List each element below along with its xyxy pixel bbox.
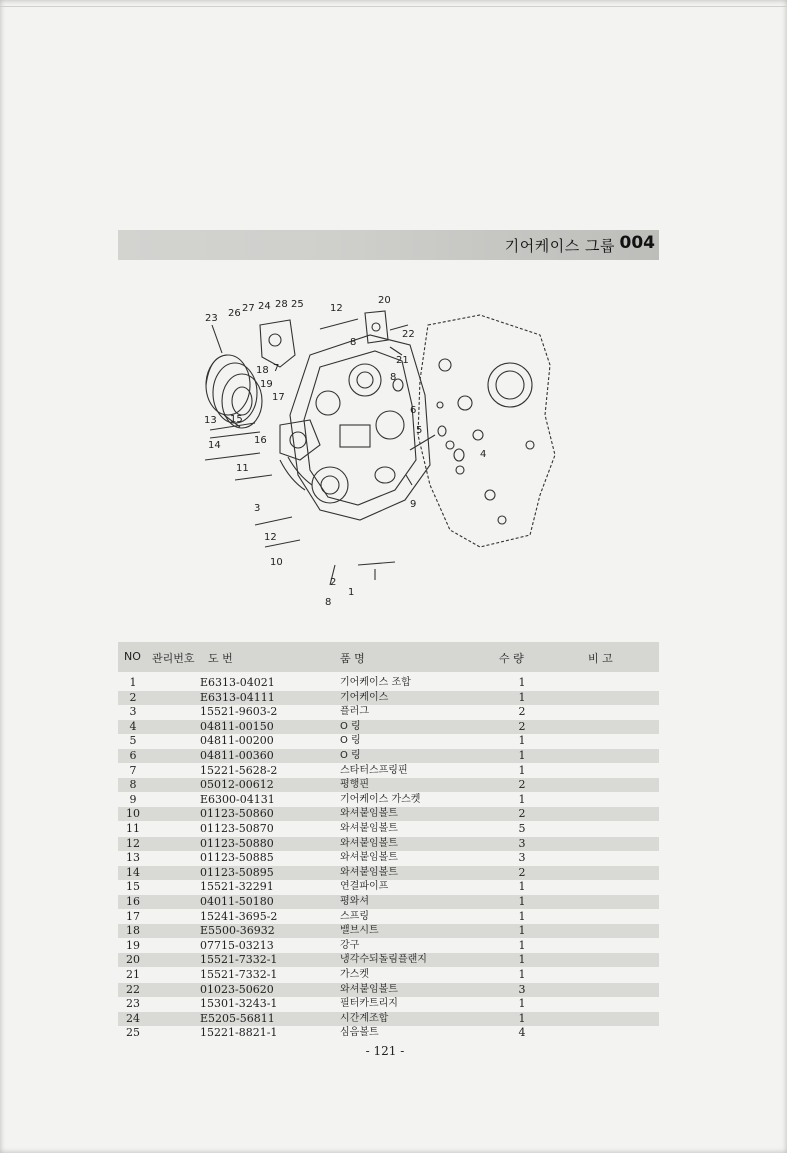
table-row: [118, 734, 659, 748]
table-row: [118, 924, 659, 938]
svg-text:20: 20: [378, 295, 391, 306]
quantity: 1: [518, 749, 526, 762]
quantity: 1: [518, 895, 526, 908]
quantity: 4: [518, 1026, 526, 1040]
row-number: 25: [126, 1026, 140, 1040]
part-name: 시간계조합: [340, 1012, 389, 1024]
svg-text:3: 3: [254, 503, 261, 514]
quantity: 1: [518, 792, 526, 806]
quantity: 5: [518, 822, 526, 835]
quantity: 1: [518, 953, 526, 967]
quantity: 2: [518, 865, 526, 879]
table-row: [118, 866, 659, 880]
svg-text:5: 5: [416, 425, 423, 436]
drawing-number: E6300-04131: [200, 792, 275, 806]
part-name: 가스켓: [340, 969, 369, 980]
svg-text:25: 25: [291, 299, 304, 310]
table-row: [118, 968, 659, 982]
svg-text:24: 24: [258, 301, 271, 312]
svg-text:12: 12: [264, 532, 277, 543]
row-number: 15: [126, 880, 140, 894]
part-name: O 링: [340, 720, 361, 732]
row-number: 19: [126, 938, 140, 952]
row-number: 12: [126, 836, 140, 850]
part-name: 심음볼트: [340, 1027, 379, 1039]
row-number: 24: [126, 1011, 140, 1025]
table-row: [118, 676, 659, 690]
part-name: 와셔붙임볼트: [340, 983, 398, 995]
svg-text:13: 13: [204, 415, 217, 426]
svg-text:11: 11: [236, 463, 249, 474]
svg-text:17: 17: [272, 392, 285, 403]
drawing-number: 15241-3695-2: [200, 909, 278, 923]
drawing-number: 15521-7332-1: [200, 968, 278, 981]
section-code: 004: [619, 233, 655, 253]
row-number: 22: [126, 982, 140, 996]
svg-text:23: 23: [205, 313, 218, 324]
row-number: 20: [126, 953, 140, 967]
row-number: 7: [129, 763, 137, 777]
quantity: 3: [518, 851, 526, 865]
drawing-number: 15221-8821-1: [200, 1026, 278, 1040]
table-row: [118, 1012, 659, 1026]
table-row: [118, 705, 659, 719]
page-number: - 121 -: [365, 1044, 405, 1058]
drawing-number: 01123-50895: [200, 865, 274, 879]
table-row: [118, 997, 659, 1011]
row-number: 11: [126, 822, 140, 835]
table-row: [118, 895, 659, 909]
drawing-number: E5205-56811: [200, 1011, 275, 1025]
row-number: 5: [129, 734, 137, 748]
row-number: 3: [129, 705, 137, 719]
row-number: 6: [129, 749, 137, 762]
svg-text:10: 10: [270, 557, 283, 568]
drawing-number: 15221-5628-2: [200, 763, 278, 777]
svg-text:8: 8: [350, 337, 357, 348]
svg-text:8: 8: [390, 372, 397, 383]
part-name: 와셔붙임볼트: [340, 823, 398, 834]
drawing-number: E5500-36932: [200, 924, 275, 938]
row-number: 18: [126, 924, 140, 938]
table-row: [118, 720, 659, 734]
row-number: 9: [129, 792, 137, 806]
table-row: [118, 983, 659, 997]
table-row: [118, 764, 659, 778]
row-number: 16: [126, 895, 140, 908]
part-name: 와셔붙임볼트: [340, 837, 398, 849]
quantity: 1: [518, 690, 526, 704]
table-header: [118, 642, 659, 672]
part-name: 기어케이스: [340, 691, 389, 703]
part-name: 기어케이스 조합: [340, 677, 411, 688]
drawing-number: 15521-9603-2: [200, 705, 278, 719]
table-row: [118, 880, 659, 894]
part-name: O 링: [340, 735, 361, 747]
drawing-number: 15521-7332-1: [200, 953, 278, 967]
drawing-number: 04011-50180: [200, 895, 274, 908]
table-row: [118, 1026, 659, 1040]
table-row: [118, 807, 659, 821]
part-name: 와셔붙임볼트: [340, 852, 398, 864]
part-name: 와셔붙임볼트: [340, 866, 398, 878]
part-name: 냉각수되돌림플랜지: [340, 954, 427, 966]
drawing-number: E6313-04111: [200, 690, 275, 704]
svg-text:26: 26: [228, 308, 241, 319]
table-row: [118, 910, 659, 924]
quantity: 1: [518, 938, 526, 952]
header-no: NO: [124, 650, 141, 663]
drawing-number: E6313-04021: [200, 676, 275, 689]
svg-text:9: 9: [410, 499, 417, 510]
svg-text:1: 1: [348, 587, 355, 598]
section-header: [118, 230, 659, 260]
parts-diagram: [180, 285, 580, 625]
svg-text:28: 28: [275, 299, 288, 310]
svg-text:22: 22: [402, 329, 415, 340]
quantity: 2: [518, 705, 526, 719]
part-name: 스타터스프링핀: [340, 764, 408, 776]
row-number: 17: [126, 909, 140, 923]
top-divider: [0, 6, 787, 7]
row-number: 14: [126, 865, 140, 879]
svg-text:7: 7: [273, 363, 280, 374]
quantity: 1: [518, 763, 526, 777]
row-number: 21: [126, 968, 140, 981]
row-number: 2: [129, 690, 137, 704]
table-row: [118, 851, 659, 865]
part-name: 와셔붙임볼트: [340, 808, 398, 820]
svg-text:4: 4: [480, 449, 487, 460]
svg-text:27: 27: [242, 303, 255, 314]
table-row: [118, 939, 659, 953]
part-name: 필터카트리지: [340, 998, 398, 1010]
section-title: 기어케이스 그룹: [504, 237, 615, 255]
svg-text:6: 6: [410, 405, 417, 416]
part-name: O 링: [340, 750, 361, 761]
table-row: [118, 837, 659, 851]
drawing-number: 01123-50860: [200, 807, 274, 821]
svg-text:21: 21: [396, 355, 409, 366]
part-name: 연결파이프: [340, 881, 389, 893]
part-name: 스프링: [340, 910, 369, 922]
quantity: 1: [518, 924, 526, 938]
quantity: 1: [518, 1011, 526, 1025]
quantity: 1: [518, 880, 526, 894]
drawing-number: 01123-50885: [200, 851, 274, 865]
header-quantity: 수 량: [499, 652, 524, 665]
quantity: 1: [518, 909, 526, 923]
row-number: 4: [129, 719, 137, 733]
drawing-number: 05012-00612: [200, 778, 274, 792]
svg-text:8: 8: [325, 597, 332, 608]
quantity: 3: [518, 982, 526, 996]
svg-text:19: 19: [260, 379, 273, 390]
drawing-number: 04811-00150: [200, 719, 274, 733]
table-row: [118, 953, 659, 967]
table-row: [118, 778, 659, 792]
quantity: 2: [518, 719, 526, 733]
part-name: 기어케이스 가스켓: [340, 793, 421, 805]
drawing-number: 04811-00360: [200, 749, 274, 762]
drawing-number: 01123-50870: [200, 822, 274, 835]
part-name: 평행핀: [340, 779, 369, 791]
header-note: 비 고: [588, 652, 613, 665]
quantity: 1: [518, 734, 526, 748]
table-row: [118, 749, 659, 763]
row-number: 23: [126, 997, 140, 1011]
header-mgmt-number: 관리번호: [152, 652, 195, 665]
quantity: 3: [518, 836, 526, 850]
quantity: 1: [518, 997, 526, 1011]
table-row: [118, 822, 659, 836]
svg-text:15: 15: [230, 414, 243, 425]
quantity: 1: [518, 968, 526, 981]
quantity: 2: [518, 807, 526, 821]
row-number: 1: [129, 676, 137, 689]
svg-text:2: 2: [330, 577, 337, 588]
drawing-number: 01023-50620: [200, 982, 274, 996]
part-name: 밸브시트: [340, 925, 379, 937]
drawing-number: 04811-00200: [200, 734, 274, 748]
drawing-number: 07715-03213: [200, 938, 274, 952]
quantity: 1: [518, 676, 526, 689]
part-name: 평와셔: [340, 896, 369, 907]
svg-text:16: 16: [254, 435, 267, 446]
row-number: 13: [126, 851, 140, 865]
header-drawing-number: 도 번: [208, 652, 233, 665]
table-row: [118, 691, 659, 705]
table-row: [118, 793, 659, 807]
part-name: 플러그: [340, 706, 369, 718]
header-part-name: 품 명: [340, 652, 365, 665]
drawing-number: 15521-32291: [200, 880, 274, 894]
svg-text:14: 14: [208, 440, 221, 451]
row-number: 10: [126, 807, 140, 821]
svg-text:18: 18: [256, 365, 269, 376]
svg-text:12: 12: [330, 303, 343, 314]
row-number: 8: [129, 778, 137, 792]
drawing-number: 15301-3243-1: [200, 997, 278, 1011]
drawing-number: 01123-50880: [200, 836, 274, 850]
part-name: 강구: [340, 939, 360, 951]
quantity: 2: [518, 778, 526, 792]
